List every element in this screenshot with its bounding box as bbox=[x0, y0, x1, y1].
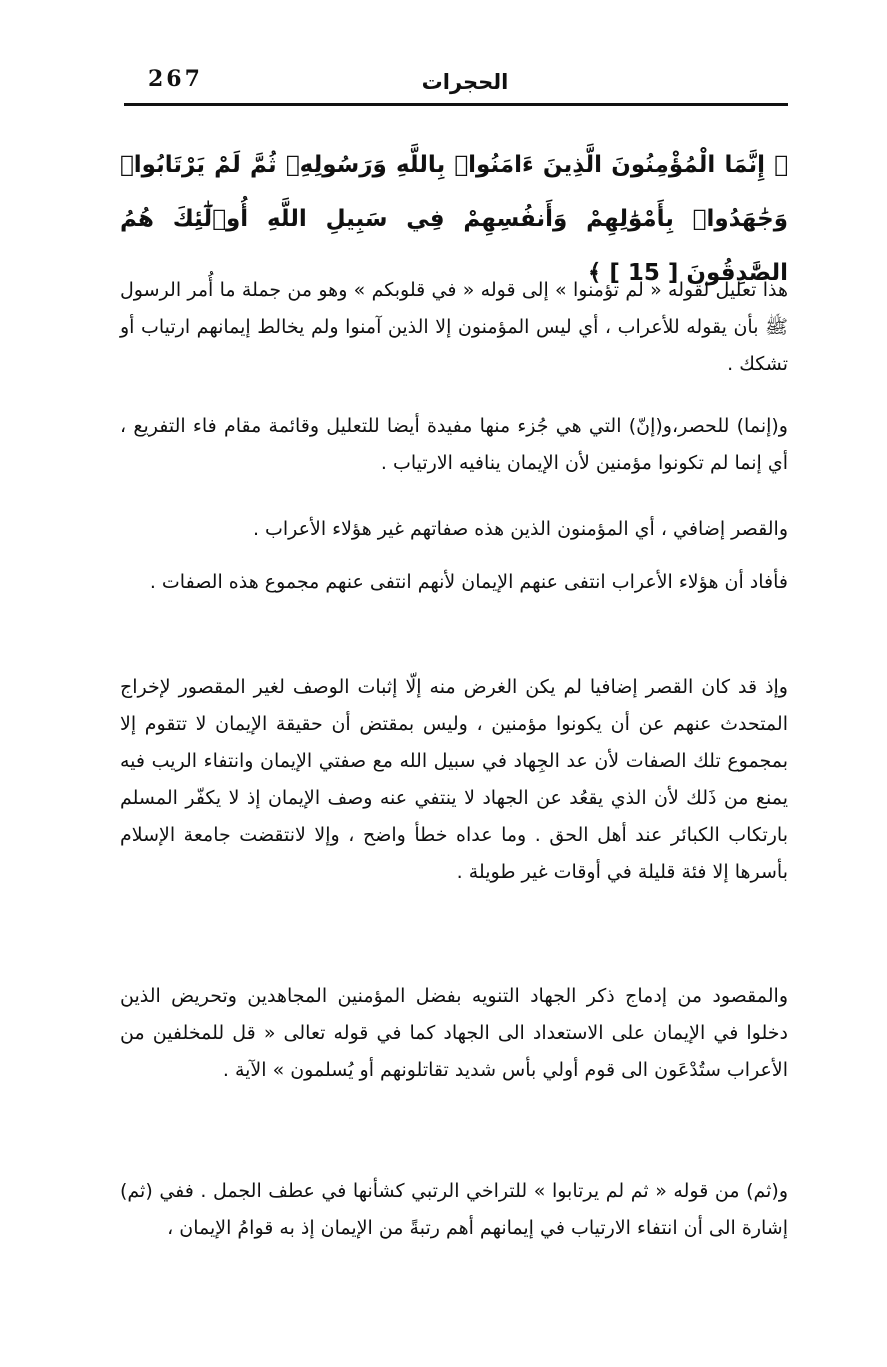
verse-close-bracket: ﴾ bbox=[587, 260, 602, 286]
paragraph-7: و(ثم) من قوله « ثم لم يرتابوا » للتراخي الرتبي كشأنها في عطف الجمل . ففي (ثم) إشارة الى أن انتفاء الارتياب في إيمانهم أهم رتبةً من الإيمان إذ به قوامُ الإيمان ، bbox=[120, 1180, 788, 1239]
running-title: الحجرات bbox=[421, 70, 509, 94]
paragraph-3: والقصر إضافي ، أي المؤمنون الذين هذه صفاتهم غير هؤلاء الأعراب . bbox=[252, 518, 788, 540]
verse-number: [ 15 ] bbox=[609, 260, 679, 286]
paragraph-2: و(إنما) للحصر،و(إنّ) التي هي جُزء منها مفيدة أيضا للتعليل وقائمة مقام فاء التفريع ، أي إنما لم تكونوا مؤمنين لأن الإيمان ينافيه الارتياب . bbox=[120, 415, 788, 474]
paragraph-6: والمقصود من إدماج ذكر الجهاد التنويه بفضل المؤمنين المجاهدين وتحريض الذين دخلوا في الإيمان على الاستعداد الى الجهاد كما في قوله تعالى « قل للمخلفين من الأعراب ستُدْعَون الى قوم أولي بأس شديد تقاتلونهم أو يُسلمون » الآية . bbox=[120, 985, 788, 1081]
paragraph-5: وإذ قد كان القصر إضافيا لم يكن الغرض منه إلّا إثبات الوصف لغير المقصور لإخراج المتحدث عنهم عن أن يكونوا مؤمنين ، وليس بمقتض أن حقيقة الإيمان لا تتقوم إلا بمجموع تلك الصفات لأن عد الجِهاد في سبيل الله مع صفتي الإيمان وانتفاء الريب فيه يمنع من ذَلك لأن الذي يقعُد عن الجهاد لا ينتفي عنه وصف الإيمان إذ لا يكفّر المسلم بارتكاب الكبائر عند أهل الحق . وما عداه خطأ واضح ، وإلا لانتقضت جامعة الإسلام بأسرها إلا فئة قليلة في أوقات غير طويلة . bbox=[120, 676, 788, 883]
paragraph-4: فأفاد أن هؤلاء الأعراب انتفى عنهم الإيمان لأنهم انتفى عنهم مجموع هذه الصفات . bbox=[149, 571, 788, 593]
page-number: 267 bbox=[148, 66, 203, 92]
header-rule bbox=[124, 103, 788, 106]
paragraph-1: هذا تعليل لقوله « لم تؤمنوا » إلى قوله « في قلوبكم » وهو من جملة ما أُمر الرسول ﷺ بأن يقوله للأعراب ، أي ليس المؤمنون إلا الذين آمنوا ولم يخالط إيمانهم ارتياب أو تشكك . bbox=[120, 279, 788, 375]
verse-text: ﴿ إِنَّمَا الْمُؤْمِنُونَ الَّذِينَ ءَامَنُوا۟ بِاللَّهِ وَرَسُولِهِۦ ثُمَّ لَمْ يَرْتَابُوا۟ وَجَٰهَدُوا۟ بِأَمْوَٰلِهِمْ وَأَنفُسِهِمْ فِي سَبِيلِ اللَّهِ أُو۟لَٰٓئِكَ هُمُ الصَّٰدِقُونَ bbox=[120, 152, 788, 286]
